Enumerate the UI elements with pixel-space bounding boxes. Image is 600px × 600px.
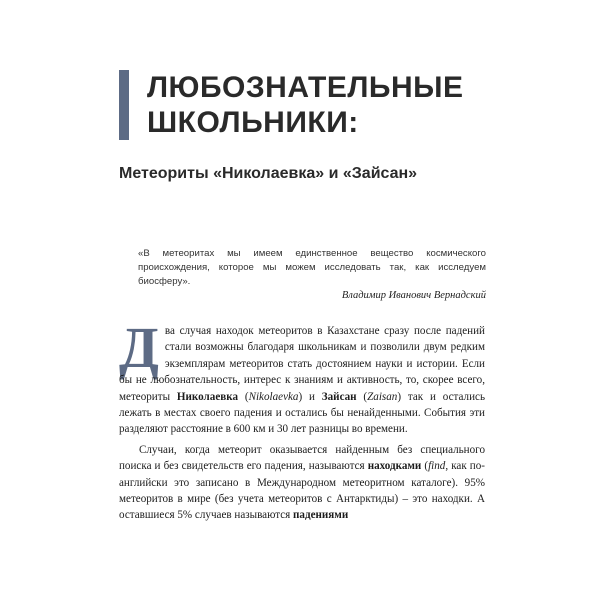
title-accent-bar (119, 70, 129, 140)
epigraph-quote: «В метеоритах мы имеем единственное вещество космического происхождения, которое мы можем исследовать так, как исследуем биосферу». (138, 248, 486, 287)
drop-cap: Д (119, 315, 159, 380)
title-line-2: ШКОЛЬНИКИ: (147, 106, 359, 139)
paragraph-2: Случаи, когда метеорит оказывается найденным без специального поиска и без свидетельств его падения, называются находками (find, как по-английски это записано в Международном метеоритном каталоге). 95% метеоритов в мире (без учета метеоритов с Антарктиды) – это находки. А оставшиеся 5% случаев называются падениями (119, 443, 485, 522)
title-line-1: ЛЮБОЗНАТЕЛЬНЫЕ (147, 71, 464, 104)
paragraph-1: Два случая находок метеоритов в Казахстане сразу после падений стали возможны благодаря школьникам и позволили двум редким экземплярам метеоритов стать достоянием науки и истории. Если бы не любознательность, интерес к знаниям и активность, то, скорее всего, метеориты Николаевка (Nikolaevka) и Зайсан (Zaisan) так и остались лежать в местах своего падения и остались бы ненайденными. События эти разделяют расстояние в 600 км и 30 лет разницы во времени. (119, 315, 486, 436)
title-block (119, 70, 464, 140)
body-text (119, 315, 486, 524)
epigraph-author: Владимир Иванович Вернадский (341, 290, 486, 301)
page-title (147, 70, 464, 140)
subtitle: Метеориты «Николаевка» и «Зайсан» (119, 165, 418, 182)
